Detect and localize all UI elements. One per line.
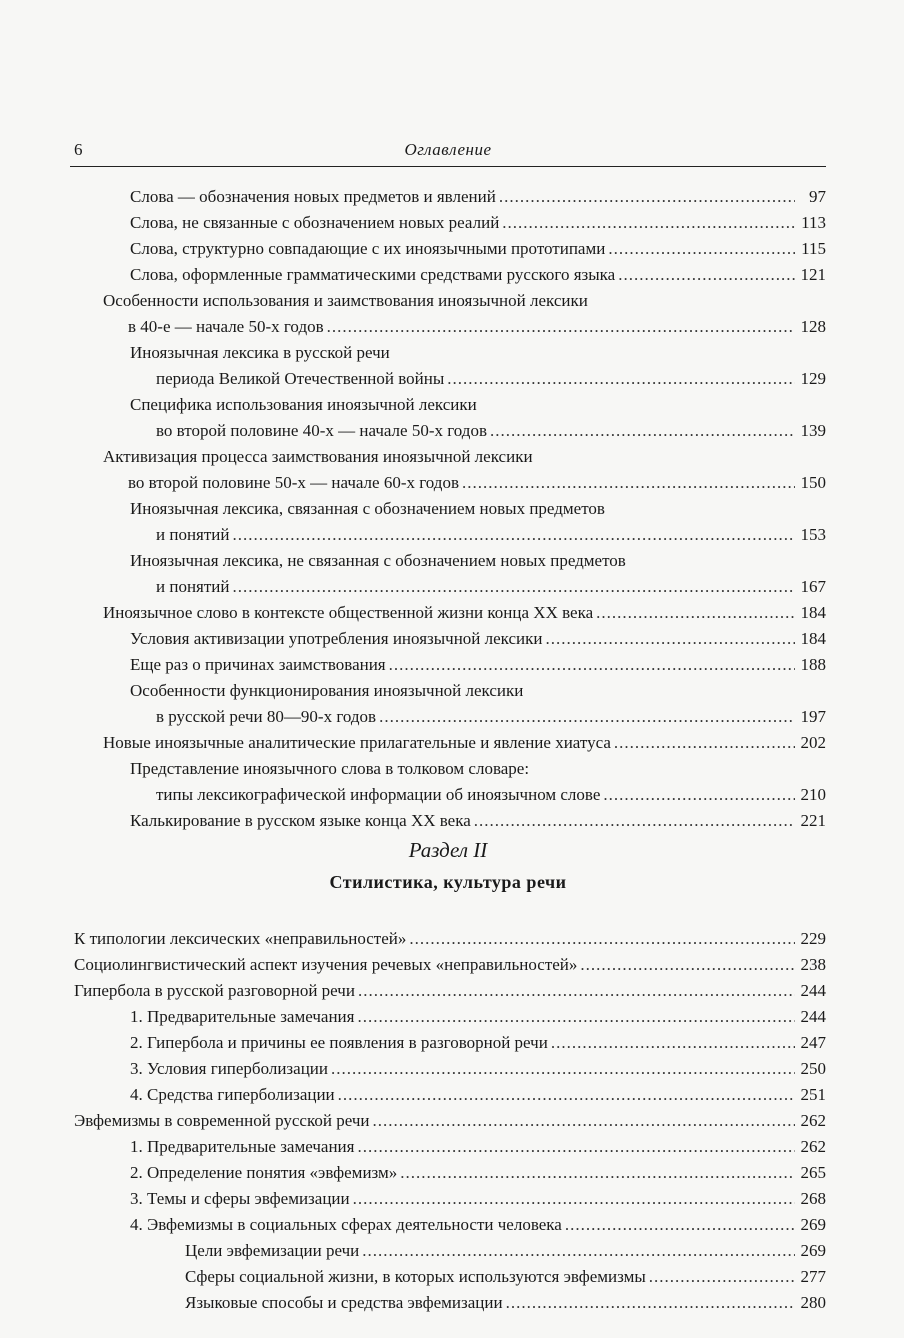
dot-leader bbox=[490, 418, 795, 444]
dot-leader bbox=[608, 236, 795, 262]
toc-entry-page: 129 bbox=[800, 369, 826, 388]
toc-entry-line: Иноязычная лексика в русской речи bbox=[130, 343, 390, 362]
toc-entry bbox=[70, 1238, 826, 1264]
toc-entry-page: 251 bbox=[800, 1085, 826, 1104]
toc-entry-page: 238 bbox=[800, 955, 826, 974]
toc-entry bbox=[70, 926, 826, 952]
toc-entry-page: 128 bbox=[800, 317, 826, 336]
dot-leader bbox=[362, 1238, 795, 1264]
dot-leader bbox=[603, 782, 795, 808]
toc-entry bbox=[70, 1160, 826, 1186]
toc-entry-title: 4. Эвфемизмы в социальных сферах деятельности человека bbox=[130, 1215, 562, 1234]
toc-entry-page: 202 bbox=[800, 733, 826, 752]
toc-entry-page: 167 bbox=[800, 577, 826, 596]
toc-entry-title: Еще раз о причинах заимствования bbox=[130, 655, 386, 674]
toc-entry-line: Представление иноязычного слова в толковом словаре: bbox=[130, 759, 530, 778]
dot-leader bbox=[353, 1186, 795, 1212]
toc-entry-title: 3. Условия гиперболизации bbox=[130, 1059, 328, 1078]
toc-entry-page: 188 bbox=[800, 655, 826, 674]
dot-leader bbox=[327, 314, 795, 340]
dot-leader bbox=[565, 1212, 795, 1238]
toc-entry-line: Иноязычная лексика, связанная с обозначением новых предметов bbox=[130, 499, 605, 518]
toc-entry-title: и понятий bbox=[156, 525, 230, 544]
toc-entry bbox=[70, 314, 826, 340]
dot-leader bbox=[233, 522, 796, 548]
toc-entry bbox=[70, 1264, 826, 1290]
toc-entry-page: 184 bbox=[800, 603, 826, 622]
toc-entry-page: 244 bbox=[800, 1007, 826, 1026]
toc-entry-title: К типологии лексических «неправильностей» bbox=[74, 929, 407, 948]
toc-entry-title: 1. Предварительные замечания bbox=[130, 1007, 355, 1026]
toc-entry-title: 2. Определение понятия «эвфемизм» bbox=[130, 1163, 398, 1182]
running-title: Оглавление bbox=[404, 140, 492, 159]
page-number: 6 bbox=[74, 140, 83, 159]
toc-entry bbox=[70, 1056, 826, 1082]
dot-leader bbox=[389, 652, 795, 678]
toc-entry bbox=[70, 470, 826, 496]
toc-entry bbox=[70, 262, 826, 288]
dot-leader bbox=[358, 978, 795, 1004]
toc-entry bbox=[70, 1108, 826, 1134]
toc-entry bbox=[70, 1004, 826, 1030]
toc-entry bbox=[70, 184, 826, 210]
dot-leader bbox=[618, 262, 795, 288]
toc-entry-line: Особенности функционирования иноязычной лексики bbox=[130, 681, 524, 700]
toc-entry-title: Цели эвфемизации речи bbox=[185, 1241, 360, 1260]
toc-entry-title: в русской речи 80—90-х годов bbox=[156, 707, 377, 726]
dot-leader bbox=[233, 574, 796, 600]
toc-entry-line: Активизация процесса заимствования иноязычной лексики bbox=[103, 447, 533, 466]
toc-entry-title: Условия активизации употребления иноязычной лексики bbox=[130, 629, 543, 648]
toc-entry bbox=[70, 808, 826, 834]
toc-entry-title: периода Великой Отечественной войны bbox=[156, 369, 445, 388]
toc-entry-title: Калькирование в русском языке конца XX века bbox=[130, 811, 471, 830]
toc-entry-page: 115 bbox=[801, 239, 826, 258]
toc-entry-page: 153 bbox=[800, 525, 826, 544]
dot-leader bbox=[614, 730, 795, 756]
toc-entry-page: 265 bbox=[800, 1163, 826, 1182]
dot-leader bbox=[649, 1264, 795, 1290]
toc-entry-page: 262 bbox=[800, 1137, 826, 1156]
toc-entry-title: типы лексикографической информации об иноязычном слове bbox=[156, 785, 601, 804]
toc-entry-page: 247 bbox=[800, 1033, 826, 1052]
dot-leader bbox=[499, 184, 795, 210]
toc-entry-title: Языковые способы и средства эвфемизации bbox=[185, 1293, 503, 1312]
toc-entry bbox=[70, 652, 826, 678]
toc-entry-title: Слова, структурно совпадающие с их иноязычными прототипами bbox=[130, 239, 606, 258]
section-title: Стилистика, культура речи bbox=[329, 872, 567, 892]
dot-leader bbox=[551, 1030, 795, 1056]
dot-leader bbox=[462, 470, 795, 496]
toc-entry-title: Гипербола в русской разговорной речи bbox=[74, 981, 355, 1000]
toc-entry bbox=[70, 210, 826, 236]
toc-entry-page: 277 bbox=[800, 1267, 826, 1286]
toc-entry-title: во второй половине 50-х — начале 60-х годов bbox=[128, 473, 459, 492]
toc-entry-title: во второй половине 40-х — начале 50-х годов bbox=[156, 421, 487, 440]
dot-leader bbox=[379, 704, 795, 730]
table-of-contents-part-1 bbox=[70, 184, 826, 834]
toc-entry-page: 113 bbox=[801, 213, 826, 232]
toc-entry-page: 262 bbox=[800, 1111, 826, 1130]
toc-entry-page: 269 bbox=[800, 1241, 826, 1260]
dot-leader bbox=[474, 808, 795, 834]
dot-leader bbox=[357, 1134, 795, 1160]
toc-entry-title: Эвфемизмы в современной русской речи bbox=[74, 1111, 370, 1130]
toc-entry-line: Иноязычная лексика, не связанная с обозначением новых предметов bbox=[130, 551, 626, 570]
toc-entry-page: 184 bbox=[800, 629, 826, 648]
toc-entry bbox=[70, 1212, 826, 1238]
toc-entry-page: 150 bbox=[800, 473, 826, 492]
toc-entry-page: 268 bbox=[800, 1189, 826, 1208]
toc-entry bbox=[70, 1082, 826, 1108]
toc-entry-page: 280 bbox=[800, 1293, 826, 1312]
toc-entry bbox=[70, 574, 826, 600]
toc-entry-page: 210 bbox=[800, 785, 826, 804]
toc-entry-page: 121 bbox=[800, 265, 826, 284]
toc-entry-page: 97 bbox=[809, 187, 826, 206]
toc-entry-title: и понятий bbox=[156, 577, 230, 596]
toc-entry-page: 197 bbox=[800, 707, 826, 726]
dot-leader bbox=[338, 1082, 795, 1108]
toc-entry-title: Иноязычное слово в контексте общественной жизни конца XX века bbox=[103, 603, 594, 622]
toc-entry-line: Специфика использования иноязычной лексики bbox=[130, 395, 477, 414]
toc-entry bbox=[70, 626, 826, 652]
toc-entry-title: 1. Предварительные замечания bbox=[130, 1137, 355, 1156]
dot-leader bbox=[596, 600, 795, 626]
toc-entry bbox=[70, 978, 826, 1004]
toc-entry bbox=[70, 366, 826, 392]
toc-entry-title: Социолингвистический аспект изучения речевых «неправильностей» bbox=[74, 955, 578, 974]
toc-entry bbox=[70, 522, 826, 548]
toc-entry-title: в 40-е — начале 50-х годов bbox=[128, 317, 324, 336]
toc-entry bbox=[70, 782, 826, 808]
dot-leader bbox=[546, 626, 795, 652]
toc-entry bbox=[70, 600, 826, 626]
toc-entry bbox=[70, 1186, 826, 1212]
toc-entry-title: Слова, не связанные с обозначением новых реалий bbox=[130, 213, 500, 232]
running-header bbox=[70, 136, 826, 167]
toc-entry-page: 221 bbox=[800, 811, 826, 830]
toc-entry-title: 4. Средства гиперболизации bbox=[130, 1085, 335, 1104]
table-of-contents-part-2 bbox=[70, 926, 826, 1316]
toc-entry bbox=[70, 730, 826, 756]
toc-entry bbox=[70, 418, 826, 444]
dot-leader bbox=[372, 1108, 795, 1134]
toc-entry bbox=[70, 1290, 826, 1316]
toc-entry-line: Особенности использования и заимствования иноязычной лексики bbox=[103, 291, 588, 310]
toc-entry-title: 2. Гипербола и причины ее появления в разговорной речи bbox=[130, 1033, 548, 1052]
dot-leader bbox=[506, 1290, 795, 1316]
toc-entry bbox=[70, 704, 826, 730]
dot-leader bbox=[331, 1056, 795, 1082]
toc-entry-title: Слова — обозначения новых предметов и явлений bbox=[130, 187, 496, 206]
toc-entry-page: 139 bbox=[800, 421, 826, 440]
toc-entry bbox=[70, 1030, 826, 1056]
toc-entry-page: 250 bbox=[800, 1059, 826, 1078]
toc-entry-page: 229 bbox=[800, 929, 826, 948]
dot-leader bbox=[400, 1160, 795, 1186]
toc-entry-page: 244 bbox=[800, 981, 826, 1000]
section-label: Раздел II bbox=[408, 838, 488, 862]
toc-entry bbox=[70, 1134, 826, 1160]
toc-entry-page: 269 bbox=[800, 1215, 826, 1234]
toc-entry bbox=[70, 236, 826, 262]
toc-entry bbox=[70, 952, 826, 978]
toc-entry-title: Слова, оформленные грамматическими средствами русского языка bbox=[130, 265, 616, 284]
toc-entry-title: Сферы социальной жизни, в которых используются эвфемизмы bbox=[185, 1267, 646, 1286]
dot-leader bbox=[409, 926, 795, 952]
toc-entry-title: 3. Темы и сферы эвфемизации bbox=[130, 1189, 350, 1208]
toc-entry-title: Новые иноязычные аналитические прилагательные и явление хиатуса bbox=[103, 733, 611, 752]
dot-leader bbox=[357, 1004, 795, 1030]
dot-leader bbox=[502, 210, 795, 236]
dot-leader bbox=[447, 366, 795, 392]
dot-leader bbox=[580, 952, 795, 978]
